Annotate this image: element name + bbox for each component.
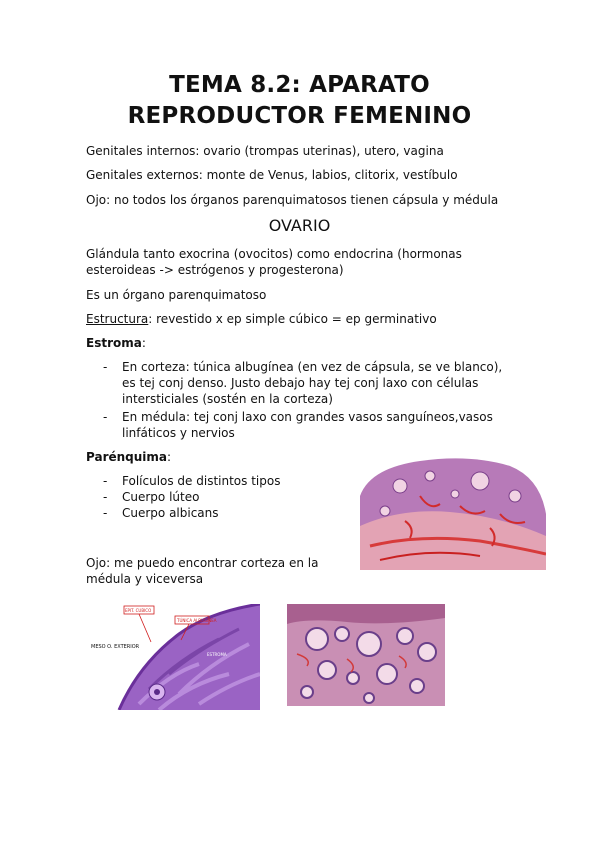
cortex-detail-image xyxy=(89,604,260,710)
bullet-dash: - xyxy=(103,506,108,520)
bullet-dash: - xyxy=(103,410,108,424)
parenquima-item-foliculos: Folículos de distintos tipos xyxy=(122,474,281,488)
bullet-dash: - xyxy=(103,474,108,488)
ovary-section-image xyxy=(360,456,546,570)
estroma-corteza-line-3: intersticiales (sostén en la corteza) xyxy=(122,392,333,406)
estroma-item-medula xyxy=(122,409,522,441)
estroma-corteza-line-1: En corteza: túnica albugínea (en vez de cápsula, se ve blanco), xyxy=(122,360,503,374)
estroma-heading xyxy=(86,335,146,351)
organo-parenquimatoso-text: Es un órgano parenquimatoso xyxy=(86,288,267,302)
estructura-text: : revestido x ep simple cúbico = ep germinativo xyxy=(148,312,437,326)
ojo-capsula-note: Ojo: no todos los órganos parenquimatosos tienen cápsula y médula xyxy=(86,193,499,207)
glandula-line-1: Glándula tanto exocrina (ovocitos) como endocrina (hormonas xyxy=(86,247,462,261)
bullet-dash: - xyxy=(103,490,108,504)
estroma-item-corteza xyxy=(122,359,522,407)
estroma-medula-line-1: En médula: tej conj laxo con grandes vasos sanguíneos,vasos xyxy=(122,410,493,424)
label-meso-exterior: MESO O. EXTERIOR xyxy=(91,644,140,650)
ojo-corteza-line-1: Ojo: me puedo encontrar corteza en la xyxy=(86,556,319,570)
estroma-label: Estroma xyxy=(86,336,142,350)
ovario-heading: OVARIO xyxy=(268,216,331,235)
glandula-line-2: esteroideas -> estrógenos y progesterona) xyxy=(86,263,344,277)
parenquima-item-cuerpo-luteo: Cuerpo lúteo xyxy=(122,490,200,504)
ojo-corteza-line-2: médula y viceversa xyxy=(86,572,204,586)
parenquima-label: Parénquima xyxy=(86,450,168,464)
title-line-2: REPRODUCTOR FEMENINO xyxy=(127,103,472,129)
cortex-detail-micrograph xyxy=(89,604,260,710)
estroma-corteza-line-2: es tej conj denso. Justo debajo hay tej conj laxo con células xyxy=(122,376,479,390)
estructura-label: Estructura xyxy=(86,312,149,326)
genitales-externos-text: Genitales externos: monte de Venus, labios, clitorix, vestíbulo xyxy=(86,168,458,182)
estroma-medula-line-2: linfáticos y nervios xyxy=(122,426,235,440)
genitales-internos-text: Genitales internos: ovario (trompas uterinas), utero, vagina xyxy=(86,144,444,158)
estroma-colon: : xyxy=(141,336,146,350)
parenquima-item-cuerpo-albicans: Cuerpo albicans xyxy=(122,506,219,520)
label-epit-cubico: EPIT. CUBICO xyxy=(125,608,152,613)
document-title xyxy=(0,70,599,132)
follicles-micrograph xyxy=(287,604,445,706)
title-line-1: TEMA 8.2: APARATO xyxy=(169,72,430,98)
ovary-section-micrograph xyxy=(360,456,546,570)
bullet-dash: - xyxy=(103,360,108,374)
parenquima-heading xyxy=(86,449,171,465)
follicles-image xyxy=(287,604,445,706)
label-estroma: ESTROMA xyxy=(207,652,227,657)
parenquima-colon: : xyxy=(167,450,172,464)
label-tunica-albuginea: TÚNICA ALBUGÍNEA xyxy=(177,618,217,623)
estructura-line xyxy=(86,311,437,327)
